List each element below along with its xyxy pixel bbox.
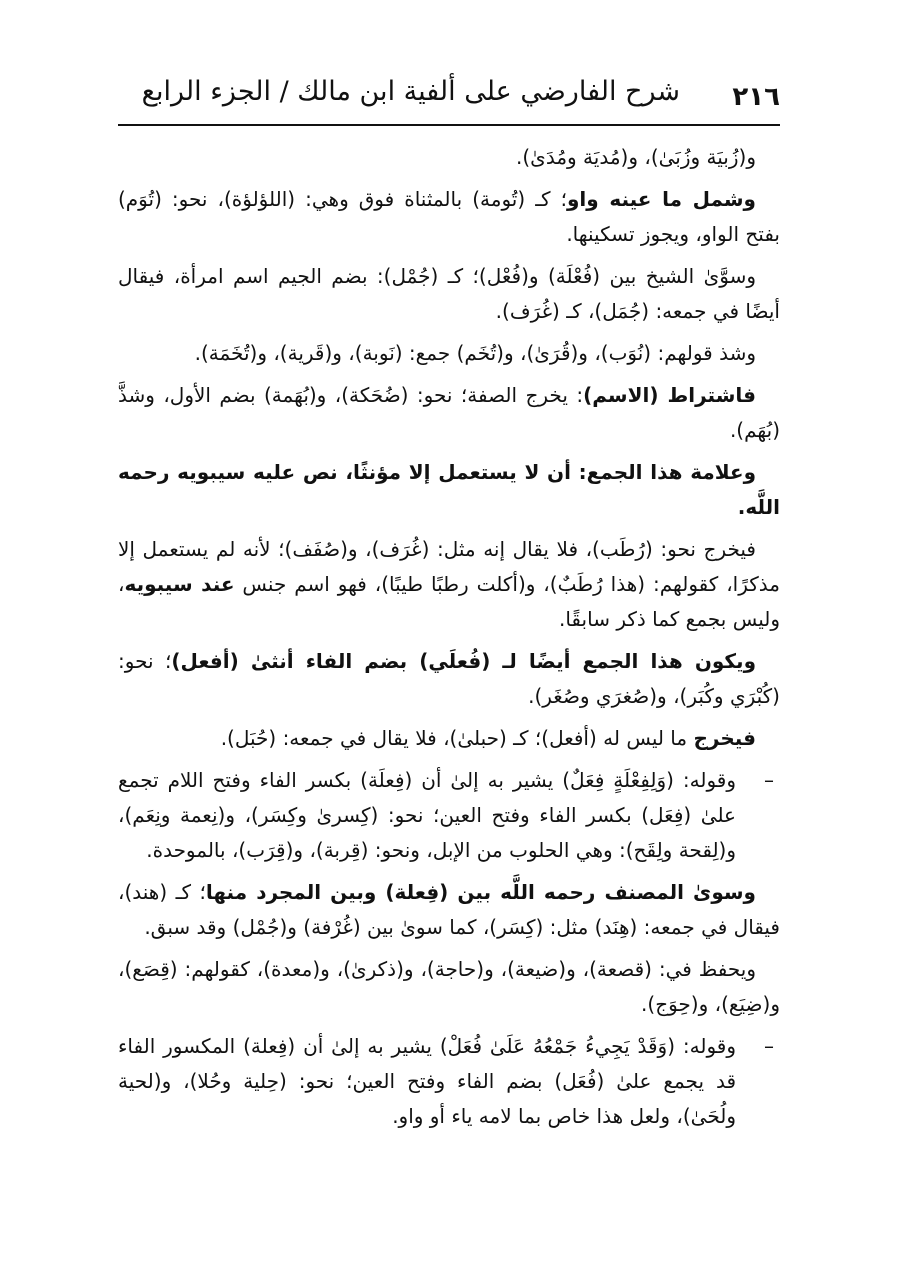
text-run: ما ليس له (أفعل)؛ كـ (حبلىٰ)، فلا يقال في جمعه: (حُبَل). — [220, 726, 694, 750]
text-run: : يخرج الصفة؛ نحو: (ضُحَكة)، و(بُهَمة) بضم الأول، وشذَّ (بُهَم). — [118, 383, 780, 442]
bold-text: عند سيبويه — [124, 572, 235, 596]
text-run: وشذ قولهم: (نُوَب)، و(قُرَىٰ)، و(تُخَم) جمع: (نَوبة)، و(قَرية)، و(تُخَمَة). — [194, 341, 756, 365]
dash-paragraph — [118, 1029, 780, 1134]
bold-text: فاشتراط (الاسم) — [583, 383, 756, 407]
paragraph — [118, 336, 780, 371]
running-title: شرح الفارضي على ألفية ابن مالك / الجزء الرابع — [141, 76, 680, 107]
text-run: يشير به إلىٰ أن (فِعلة) المكسور الفاء قد يجمع علىٰ (فُعَل) بضم الفاء وفتح العين؛ نحو: (حِلية وحُلا)، و(لحية ولُحَىٰ)، ولعل هذا خاص بما لامه ياء أو واو. — [118, 1034, 736, 1128]
page-number: ٢١٦ — [732, 82, 780, 112]
page-header — [118, 72, 780, 128]
bold-text: وسوىٰ المصنف رحمه اللَّه بين (فِعلة) وبين المجرد منها — [205, 880, 756, 904]
text-run: ، وليس بجمع كما ذكر سابقًا. — [118, 572, 780, 631]
dash-marker: – — [764, 768, 774, 792]
header-rule — [118, 124, 780, 126]
bold-text: (وَلِفِعْلَةٍ فِعَلٌ) — [562, 768, 674, 792]
text-run: و(زُبيَة وزُبَىٰ)، و(مُديَة ومُدَىٰ). — [516, 145, 756, 169]
dash-marker: – — [764, 1034, 774, 1058]
paragraph — [118, 721, 780, 756]
text-run: ويحفظ في: (قصعة)، و(ضيعة)، و(حاجة)، و(ذكرىٰ)، و(معدة)، كقولهم: (قِصَع)، و(ضِيَع)، و(حِوَج). — [118, 957, 780, 1016]
bold-text: ويكون هذا الجمع أيضًا لـ (فُعلَي) بضم الفاء أنثىٰ (أفعل) — [171, 649, 756, 673]
paragraph — [118, 455, 780, 525]
body-text — [118, 140, 780, 1141]
paragraph — [118, 875, 780, 945]
text-run: وقوله: — [675, 1034, 736, 1058]
paragraph — [118, 182, 780, 252]
bold-text: وشمل ما عينه واو — [566, 187, 756, 211]
text-run: ؛ كـ (هند)، فيقال في جمعه: (هِنَد) مثل: (كِسَر)، كما سوىٰ بين (غُرْفة) و(جُمْل) وقد سبق. — [118, 880, 780, 939]
bold-text: وعلامة هذا الجمع: أن لا يستعمل إلا مؤنثًا، نص عليه سيبويه رحمه اللَّه. — [118, 460, 780, 519]
paragraph — [118, 532, 780, 637]
text-run: وقوله: — [673, 768, 736, 792]
paragraph — [118, 140, 780, 175]
text-run: ؛ كـ (تُومة) بالمثناة فوق وهي: (اللؤلؤة)، نحو: (تُوَم) بفتح الواو، ويجوز تسكينها. — [118, 187, 780, 246]
paragraph — [118, 644, 780, 714]
text-run: فيخرج نحو: (رُطَب)، فلا يقال إنه مثل: (غُرَف)، و(صُفَف)؛ لأنه لم يستعمل إلا مذكرًا، كقولهم: (هذا رُطَبٌ)، و(أكلت رطبًا طيبًا)، فهو اسم جنس — [118, 537, 780, 596]
text-run: وسوَّىٰ الشيخ بين (فُعْلَة) و(فُعْل)؛ كـ (جُمْل): بضم الجيم اسم امرأة، فيقال أيضًا في جمعه: (جُمَل)، كـ (غُرَف). — [118, 264, 780, 323]
dash-paragraph — [118, 763, 780, 868]
paragraph — [118, 952, 780, 1022]
paragraph — [118, 378, 780, 448]
paragraph — [118, 259, 780, 329]
text-run: يشير به إلىٰ أن (فِعلَة) بكسر الفاء وفتح اللام تجمع علىٰ (فِعَل) بكسر الفاء وفتح العين؛ نحو: (كِسرىٰ وكِسَر)، و(نِعمة ونِعَم)، و(لِقحة ولِقَح): وهي الحلوب من الإبل، ونحو: (قِربة)، و(قِرَب)، بالموحدة. — [118, 768, 736, 862]
bold-text: (وَقَدْ يَجِيءُ جَمْعُهُ عَلَىٰ فُعَلْ) — [439, 1034, 676, 1058]
bold-text: فيخرج — [693, 726, 756, 750]
text-run: ؛ نحو: (كُبْرَي وكُبَر)، و(صُغرَي وصُغَر). — [118, 649, 780, 708]
